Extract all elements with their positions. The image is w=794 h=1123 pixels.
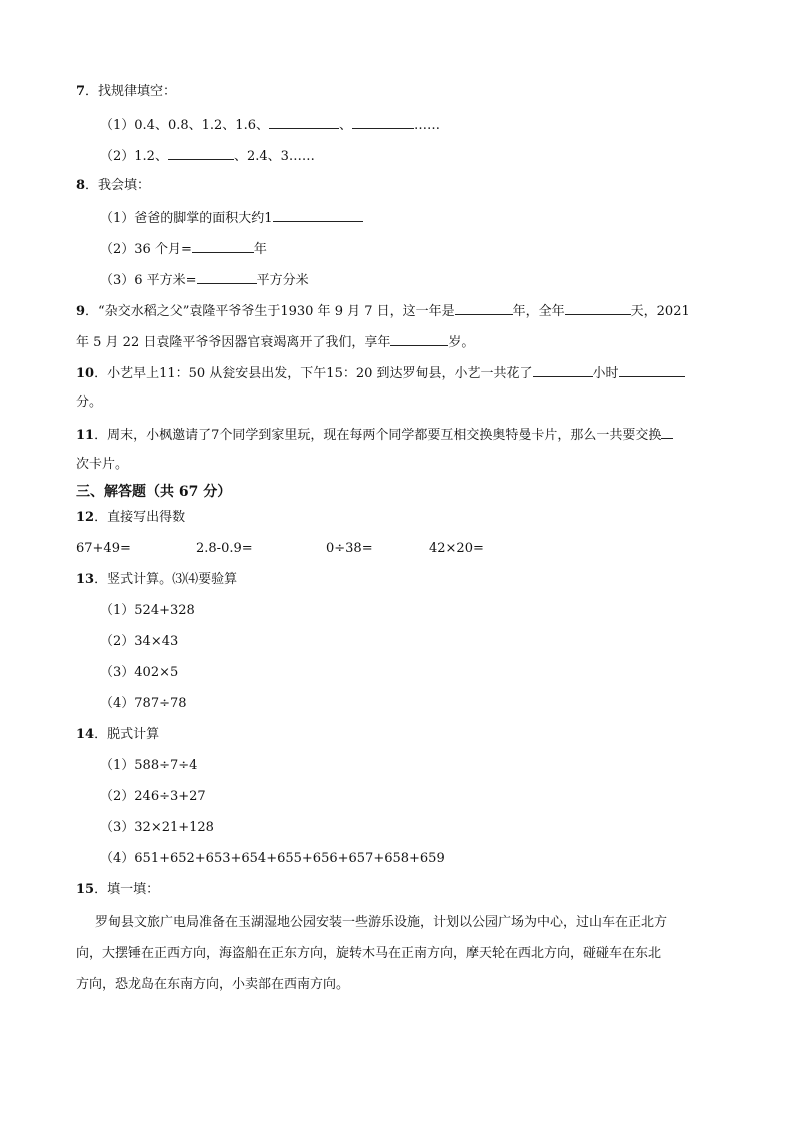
question-number: 9 <box>76 304 86 319</box>
calc-item: 42×20= <box>429 541 484 556</box>
list-item: （4）651+652+653+654+655+656+657+658+659 <box>100 851 445 866</box>
part-text: （2）36 个月= <box>100 242 192 257</box>
list-item: （1）524+328 <box>100 603 195 618</box>
section-heading: 三、解答题（共 67 分） <box>76 484 232 500</box>
question-8-part-2 <box>100 238 267 258</box>
list-item: （2）246÷3+27 <box>100 789 206 804</box>
calc-item: 67+49= <box>76 541 131 556</box>
answer-blank[interactable] <box>455 300 513 315</box>
part-text: 年 <box>253 242 267 257</box>
calc-item: 2.8-0.9= <box>196 541 253 556</box>
question-text: ．“杂交水稻之父”袁隆平爷爷生于1930 年 9 月 7 日，这一年是 <box>85 304 455 319</box>
part-text: 平方分米 <box>256 273 309 288</box>
question-text: ．竖式计算。⑶⑷要验算 <box>94 572 238 587</box>
question-11-line-2 <box>76 455 128 475</box>
question-number: 15 <box>76 882 95 897</box>
answer-blank[interactable] <box>619 362 685 377</box>
part-text: （1）爸爸的脚掌的面积大约1 <box>100 211 273 226</box>
part-text: （3）6 平方米= <box>100 273 197 288</box>
question-12-title <box>76 508 185 528</box>
list-item: （3）32×21+128 <box>100 820 214 835</box>
answer-blank[interactable] <box>352 114 414 129</box>
question-10-line-1 <box>76 362 685 382</box>
paragraph-line: 罗甸县文旅广电局准备在玉湖湿地公园安装一些游乐设施，计划以公园广场为中心，过山车在正北方 <box>95 915 668 930</box>
question-text: 年 5 月 22 日袁隆平爷爷因器官衰竭离开了我们，享年 <box>76 335 391 350</box>
answer-blank[interactable] <box>565 300 631 315</box>
question-9-line-1 <box>76 300 690 320</box>
part-text: （2）1.2、 <box>100 149 168 164</box>
part-text: …… <box>413 118 440 133</box>
question-14-title <box>76 725 159 745</box>
answer-blank[interactable] <box>197 269 257 284</box>
question-text: ．直接写出得数 <box>94 510 186 525</box>
question-text: ．找规律填空： <box>85 84 177 99</box>
answer-blank[interactable] <box>269 114 339 129</box>
list-item: （2）34×43 <box>100 634 179 649</box>
question-9-line-2 <box>76 331 474 351</box>
question-number: 8 <box>76 178 86 193</box>
list-item: （1）588÷7÷4 <box>100 758 198 773</box>
question-text: 岁。 <box>448 335 475 350</box>
question-text: ．小艺早上11：50 从瓮安县出发，下午15：20 到达罗甸县，小艺一共花了 <box>94 366 533 381</box>
oral-calculation-row <box>76 539 576 559</box>
question-text: ．周末，小枫邀请了7个同学到家里玩，现在每两个同学都要互相交换奥特曼卡片，那么一共要交换 <box>94 428 662 443</box>
question-7-part-2 <box>100 145 315 165</box>
question-11-line-1 <box>76 424 673 444</box>
answer-blank[interactable] <box>390 331 448 346</box>
question-number: 12 <box>76 510 95 525</box>
answer-blank[interactable] <box>273 207 363 222</box>
question-8-title <box>76 176 150 196</box>
question-text: ．脱式计算 <box>94 727 160 742</box>
question-number: 14 <box>76 727 95 742</box>
answer-blank[interactable] <box>661 424 673 439</box>
question-number: 13 <box>76 572 95 587</box>
question-7-title <box>76 82 176 102</box>
question-8-part-3 <box>100 269 309 289</box>
question-7-part-1 <box>100 114 440 134</box>
question-text: 天，2021 <box>630 304 690 319</box>
list-item: （3）402×5 <box>100 665 179 680</box>
part-text: （1）0.4、0.8、1.2、1.6、 <box>100 118 269 133</box>
question-text: 年，全年 <box>512 304 565 319</box>
part-text: 、2.4、3…… <box>233 149 315 164</box>
question-10-line-2 <box>76 393 102 413</box>
answer-blank[interactable] <box>168 145 234 160</box>
question-text: 分。 <box>76 395 103 410</box>
question-number: 7 <box>76 84 86 99</box>
paragraph-line: 向，大摆锤在正西方向，海盗船在正东方向，旋转木马在正南方向，摩天轮在西北方向，碰碰车在东北 <box>76 946 662 961</box>
question-text: ．我会填： <box>85 178 151 193</box>
question-text: 小时 <box>592 366 619 381</box>
paragraph-line: 方向，恐龙岛在东南方向，小卖部在西南方向。 <box>76 977 350 992</box>
answer-blank[interactable] <box>192 238 254 253</box>
question-number: 10 <box>76 366 95 381</box>
question-15-title <box>76 880 159 900</box>
part-text: 、 <box>338 118 352 133</box>
list-item: （4）787÷78 <box>100 696 187 711</box>
calc-item: 0÷38= <box>326 541 373 556</box>
question-number: 11 <box>76 428 95 443</box>
question-13-title <box>76 570 237 590</box>
question-text: ．填一填： <box>94 882 160 897</box>
question-8-part-1 <box>100 207 363 227</box>
question-text: 次卡片。 <box>76 457 129 472</box>
answer-blank[interactable] <box>533 362 593 377</box>
